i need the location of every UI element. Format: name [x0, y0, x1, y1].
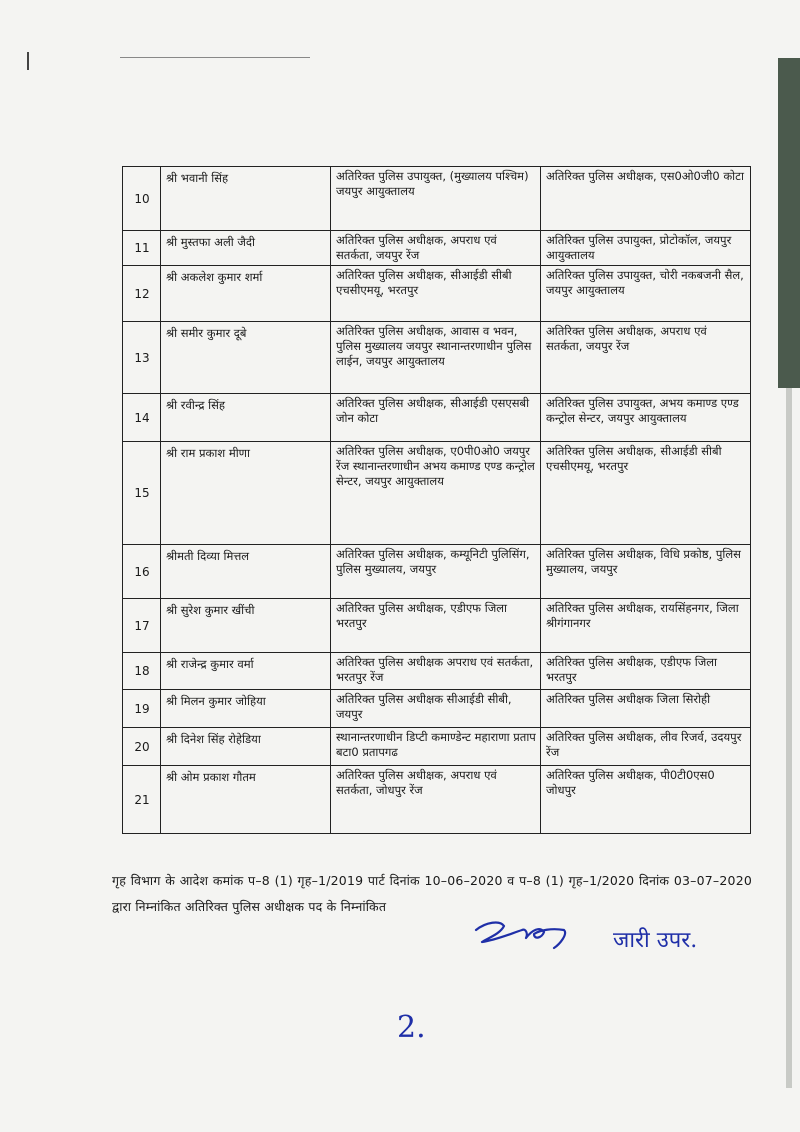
new-posting: अतिरिक्त पुलिस अधीक्षक, विधि प्रकोष्ठ, पुलिस मुख्यालय, जयपुर — [541, 545, 751, 599]
new-posting: अतिरिक्त पुलिस अधीक्षक, पी0टी0एस0 जोधपुर — [541, 766, 751, 834]
officer-name: श्री भवानी सिंह — [161, 167, 331, 231]
table-row — [123, 322, 751, 394]
current-posting: अतिरिक्त पुलिस अधीक्षक, अपराध एवं सतर्कता, जयपुर रेंज — [331, 231, 541, 266]
table-row — [123, 231, 751, 266]
table-row — [123, 728, 751, 766]
continued-note: जारी उपर. — [613, 928, 698, 953]
officer-name: श्री अकलेश कुमार शर्मा — [161, 266, 331, 322]
scan-edge — [778, 58, 800, 388]
table-row — [123, 266, 751, 322]
serial-number: 11 — [123, 231, 161, 266]
serial-number: 16 — [123, 545, 161, 599]
new-posting: अतिरिक्त पुलिस उपायुक्त, चोरी नकबजनी सैल, जयपुर आयुक्तालय — [541, 266, 751, 322]
serial-number: 14 — [123, 394, 161, 442]
officer-name: श्री दिनेश सिंह रोहेडिया — [161, 728, 331, 766]
officer-name: श्री ओम प्रकाश गौतम — [161, 766, 331, 834]
table-row — [123, 394, 751, 442]
serial-number: 18 — [123, 653, 161, 690]
table-row — [123, 653, 751, 690]
current-posting: अतिरिक्त पुलिस उपायुक्त, (मुख्यालय पश्चिम) जयपुर आयुक्तालय — [331, 167, 541, 231]
current-posting: अतिरिक्त पुलिस अधीक्षक सीआईडी सीबी, जयपुर — [331, 690, 541, 728]
current-posting: अतिरिक्त पुलिस अधीक्षक, सीआईडी सीबी एचसीएमयू, भरतपुर — [331, 266, 541, 322]
table-row — [123, 766, 751, 834]
current-posting: अतिरिक्त पुलिस अधीक्षक, कम्यूनिटी पुलिसिंग, पुलिस मुख्यालय, जयपुर — [331, 545, 541, 599]
serial-number: 13 — [123, 322, 161, 394]
officer-name: श्री मिलन कुमार जोहिया — [161, 690, 331, 728]
margin-mark — [27, 52, 29, 70]
table-row — [123, 167, 751, 231]
serial-number: 20 — [123, 728, 161, 766]
new-posting: अतिरिक्त पुलिस अधीक्षक, अपराध एवं सतर्कता, जयपुर रेंज — [541, 322, 751, 394]
current-posting: अतिरिक्त पुलिस अधीक्षक, एडीएफ जिला भरतपुर — [331, 599, 541, 653]
current-posting: स्थानान्तरणाधीन डिप्टी कमाण्डेन्ट महाराणा प्रताप बटा0 प्रतापगढ — [331, 728, 541, 766]
current-posting: अतिरिक्त पुलिस अधीक्षक, अपराध एवं सतर्कता, जोधपुर रेंज — [331, 766, 541, 834]
new-posting: अतिरिक्त पुलिस उपायुक्त, अभय कमाण्ड एण्ड कन्ट्रोल सेन्टर, जयपुर आयुक्तालय — [541, 394, 751, 442]
current-posting: अतिरिक्त पुलिस अधीक्षक, सीआईडी एसएसबी जोन कोटा — [331, 394, 541, 442]
officer-name: श्री समीर कुमार दूबे — [161, 322, 331, 394]
transfer-table — [122, 166, 751, 834]
new-posting: अतिरिक्त पुलिस अधीक्षक जिला सिरोही — [541, 690, 751, 728]
table-row — [123, 442, 751, 545]
order-reference-text: गृह विभाग के आदेश कमांक प–8 (1) गृह–1/2019 पार्ट दिनांक 10–06–2020 व प–8 (1) गृह–1/2020 दिनांक 03–07–2020 द्वारा निम्नांकित अतिरिक्त पुलिस अधीक्षक पद के निम्नांकित — [112, 873, 752, 914]
officer-name: श्री मुस्तफा अली जैदी — [161, 231, 331, 266]
officer-name: श्री सुरेश कुमार खींची — [161, 599, 331, 653]
table-row — [123, 690, 751, 728]
serial-number: 19 — [123, 690, 161, 728]
officer-name: श्री राम प्रकाश मीणा — [161, 442, 331, 545]
current-posting: अतिरिक्त पुलिस अधीक्षक, ए0पी0ओ0 जयपुर रेंज स्थानान्तरणाधीन अभय कमाण्ड एण्ड कन्ट्रोल सेन्टर, जयपुर आयुक्तालय — [331, 442, 541, 545]
new-posting: अतिरिक्त पुलिस अधीक्षक, लीव रिजर्व, उदयपुर रेंज — [541, 728, 751, 766]
officer-name: श्रीमती दिव्या मित्तल — [161, 545, 331, 599]
current-posting: अतिरिक्त पुलिस अधीक्षक अपराध एवं सतर्कता, भरतपुर रेंज — [331, 653, 541, 690]
table-row — [123, 599, 751, 653]
new-posting: अतिरिक्त पुलिस उपायुक्त, प्रोटोकॉल, जयपुर आयुक्तालय — [541, 231, 751, 266]
current-posting: अतिरिक्त पुलिस अधीक्षक, आवास व भवन, पुलिस मुख्यालय जयपुर स्थानान्तरणाधीन पुलिस लाईन, जयपुर आयुक्तालय — [331, 322, 541, 394]
serial-number: 21 — [123, 766, 161, 834]
new-posting: अतिरिक्त पुलिस अधीक्षक, एडीएफ जिला भरतपुर — [541, 653, 751, 690]
page-number: 2. — [397, 1010, 426, 1045]
scan-edge-shadow — [786, 388, 792, 1088]
officer-name: श्री राजेन्द्र कुमार वर्मा — [161, 653, 331, 690]
serial-number: 17 — [123, 599, 161, 653]
serial-number: 15 — [123, 442, 161, 545]
table-row — [123, 545, 751, 599]
new-posting: अतिरिक्त पुलिस अधीक्षक, रायसिंहनगर, जिला श्रीगंगानगर — [541, 599, 751, 653]
serial-number: 10 — [123, 167, 161, 231]
top-rule — [120, 57, 310, 58]
new-posting: अतिरिक्त पुलिस अधीक्षक, सीआईडी सीबी एचसीएमयू, भरतपुर — [541, 442, 751, 545]
signature-mark — [470, 908, 580, 952]
serial-number: 12 — [123, 266, 161, 322]
officer-name: श्री रवीन्द्र सिंह — [161, 394, 331, 442]
new-posting: अतिरिक्त पुलिस अधीक्षक, एस0ओ0जी0 कोटा — [541, 167, 751, 231]
